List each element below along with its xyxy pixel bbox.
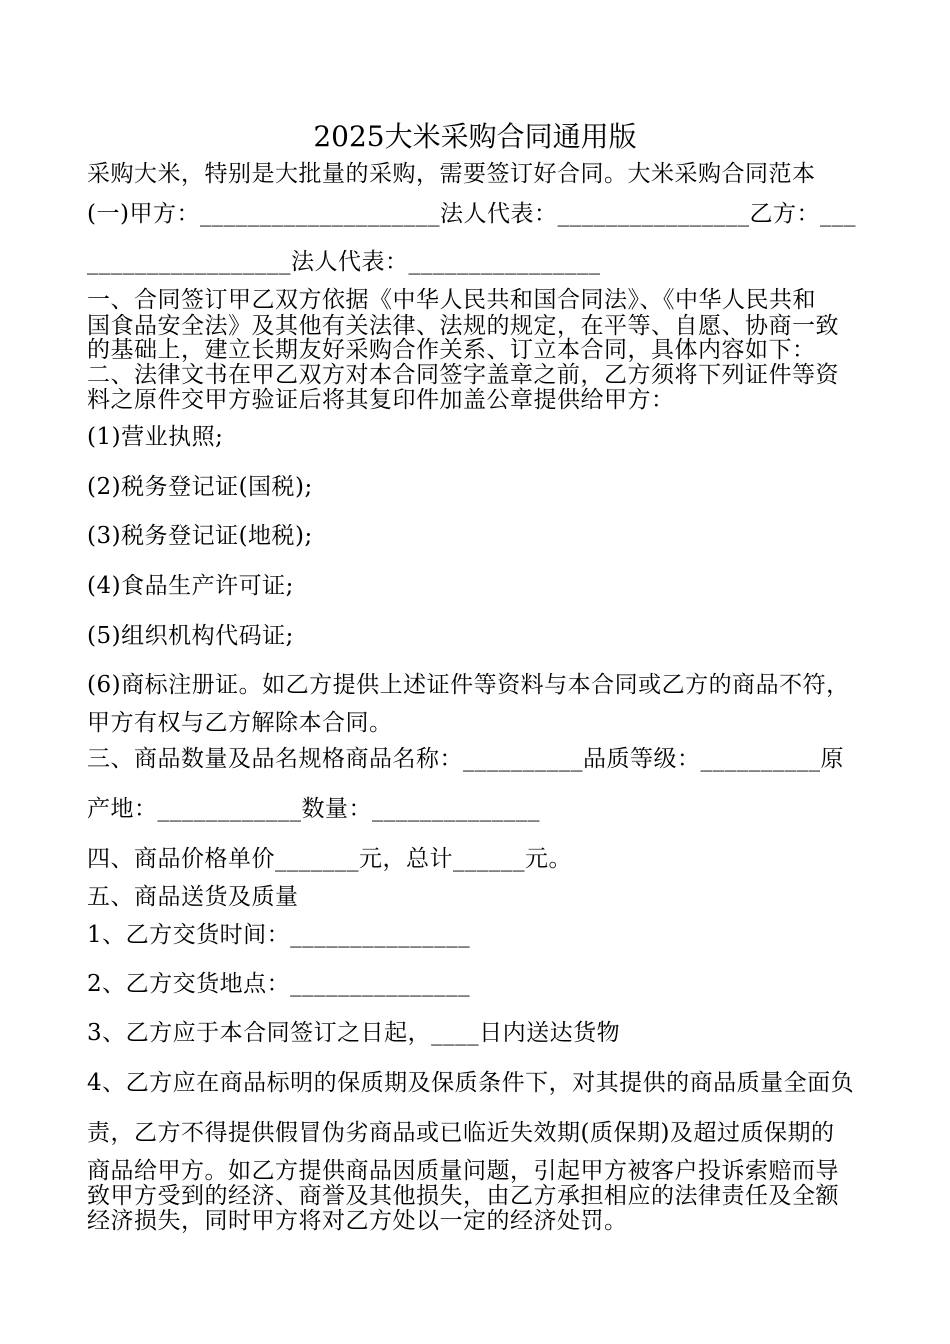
intro-line: 采购大米，特别是大批量的采购，需要签订好合同。大米采购合同范本 bbox=[87, 161, 816, 187]
clause-4-line: 四、商品价格单价_______元，总计______元。 bbox=[87, 846, 572, 872]
clause-5-item-4-line-5: 经济损失，同时甲方将对乙方处以一定的经济处罚。 bbox=[87, 1208, 628, 1234]
clause-1-line-1: 一、合同签订甲乙双方依据《中华人民共和国合同法》、《中华人民共和 bbox=[87, 287, 816, 313]
parties-line-1: (一)甲方：____________________法人代表：________________乙方：___ bbox=[87, 201, 856, 227]
clause-5-item-4-line-3: 商品给甲方。如乙方提供商品因质量问题，引起甲方被客户投诉索赔而导 bbox=[87, 1158, 839, 1184]
document-item: (6)商标注册证。如乙方提供上述证件等资料与本合同或乙方的商品不符， bbox=[87, 672, 850, 698]
document-item: (5)组织机构代码证; bbox=[87, 623, 294, 649]
clause-3-line-2: 产地：____________数量：______________ bbox=[87, 796, 540, 822]
clause-5-item-4-line-4: 致甲方受到的经济、商誉及其他损失，由乙方承担相应的法律责任及全额 bbox=[87, 1183, 839, 1209]
clause-5-item-4-line-2: 责，乙方不得提供假冒伪劣商品或已临近失效期(质保期)及超过质保期的 bbox=[87, 1120, 835, 1146]
clause-5-item-4-line-1: 4、乙方应在商品标明的保质期及保质条件下，对其提供的商品质量全面负 bbox=[87, 1070, 855, 1096]
document-item: (1)营业执照; bbox=[87, 424, 224, 450]
document-item: (2)税务登记证(国税); bbox=[87, 474, 313, 500]
document-title: 2025大米采购合同通用版 bbox=[313, 120, 637, 153]
document-item: (4)食品生产许可证; bbox=[87, 573, 294, 599]
clause-3-line-1: 三、商品数量及品名规格商品名称：__________品质等级：__________原 bbox=[87, 746, 844, 772]
document-item-continued: 甲方有权与乙方解除本合同。 bbox=[87, 710, 393, 736]
clause-2-line-1: 二、法律文书在甲乙双方对本合同签字盖章之前，乙方须将下列证件等资 bbox=[87, 362, 839, 388]
clause-2-line-2: 料之原件交甲方验证后将其复印件加盖公章提供给甲方： bbox=[87, 387, 675, 413]
document-item: (3)税务登记证(地税); bbox=[87, 523, 313, 549]
clause-1-line-3: 的基础上，建立长期友好采购合作关系、订立本合同，具体内容如下： bbox=[87, 337, 816, 363]
clause-5-item-1: 1、乙方交货时间：_______________ bbox=[87, 922, 471, 948]
clause-5-item-3: 3、乙方应于本合同签订之日起，____日内送达货物 bbox=[87, 1020, 621, 1046]
clause-1-line-2: 国食品安全法》及其他有关法律、法规的规定，在平等、自愿、协商一致 bbox=[87, 313, 839, 339]
parties-line-2: _________________法人代表：________________ bbox=[87, 249, 601, 275]
clause-5-heading: 五、商品送货及质量 bbox=[87, 884, 299, 910]
clause-5-item-2: 2、乙方交货地点：_______________ bbox=[87, 971, 471, 997]
